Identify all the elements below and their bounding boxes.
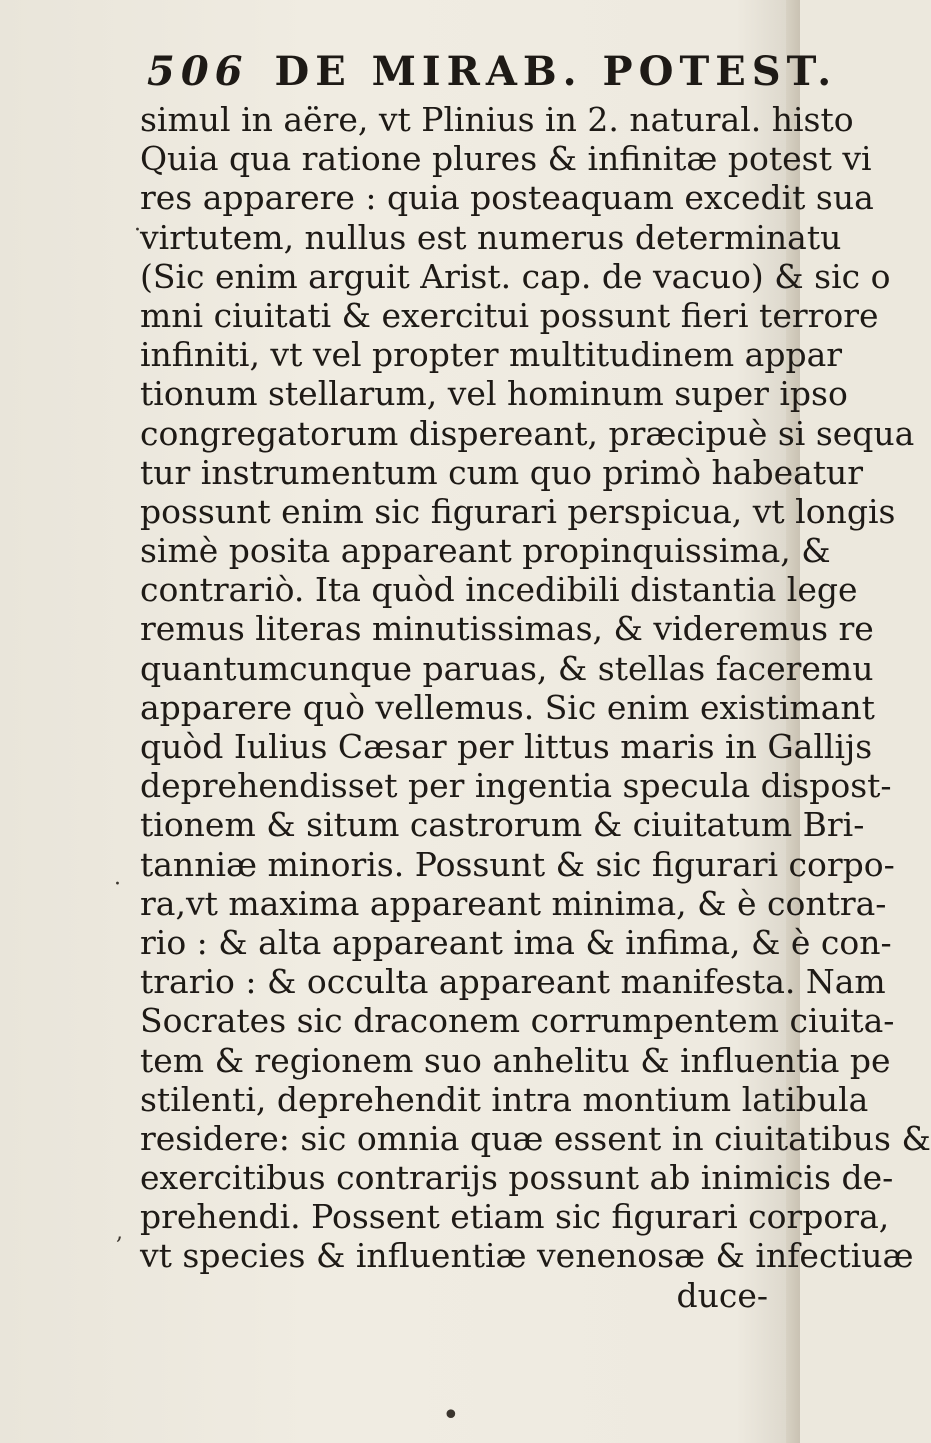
text-line: stilenti, deprehendit intra montium latibula [140,1079,869,1119]
text-line: tionem & situm castrorum & ciuitatum Bri- [140,805,865,845]
text-line: virtutem, nullus est numerus determinatu [140,217,842,257]
page-number: 506 [147,48,249,95]
text-line: remus literas minutissimas, & videremus re [140,609,874,649]
text-line: simul in aëre, vt Plinius in 2. natural. histo [140,100,854,139]
catchword: duce- [676,1275,768,1315]
ink-mark: · [114,872,121,897]
text-line: tem & regionem suo anhelitu & influentia pe [140,1040,891,1080]
text-line: Socrates sic draconem corrumpentem ciuita- [140,1001,895,1041]
text-line: (Sic enim arguit Arist. cap. de vacuo) & sic o [140,256,891,296]
text-line: possunt enim sic figurari perspicua, vt longis [140,491,896,531]
text-line: residere: sic omnia quæ essent in ciuitatibus & [140,1118,931,1158]
text-line: tionum stellarum, vel hominum super ipso [140,374,848,414]
running-head [147,48,837,95]
text-line: prehendi. Possent etiam sic figurari corpora, [140,1197,890,1237]
text-line: rio : & alta appareant ima & infima, & è con- [140,922,892,962]
text-line: quantumcunque paruas, & stellas faceremu [140,648,874,688]
text-line: apparere quò vellemus. Sic enim existimant [140,687,875,727]
ink-mark: · [134,218,141,243]
text-line: trario : & occulta appareant manifesta. Nam [140,962,886,1002]
text-line: vt species & influentiæ venenosæ & infectiuæ [140,1236,914,1276]
text-line: simè posita appareant propinquissima, & [140,531,831,571]
body-text [140,100,931,1315]
text-line: ra,vt maxima appareant minima, & è contra- [140,883,887,923]
text-line: deprehendisset per ingentia specula dispost- [140,766,892,806]
ink-dot: • [442,1398,460,1433]
text-line: quòd Iulius Cæsar per littus maris in Gallijs [140,727,873,766]
text-line: exercitibus contrarijs possunt ab inimicis de- [140,1158,894,1198]
text-line: congregatorum dispereant, præcipuè si sequa [140,413,915,453]
text-line: res apparere : quia posteaquam excedit sua [140,178,874,218]
text-line: Quia qua ratione plures & infinitæ potest vi [140,139,872,179]
text-line: tanniæ minoris. Possunt & sic figurari corpo- [140,844,895,884]
running-title: DE MIRAB. POTEST. [274,48,838,95]
text-line: tur instrumentum cum quo primò habeatur [140,452,864,492]
text-line: contrariò. Ita quòd incedibili distantia lege [140,570,858,610]
text-line: infiniti, vt vel propter multitudinem appar [140,335,843,375]
ink-mark: , [116,1220,123,1245]
text-line: mni ciuitati & exercitui possunt fieri terrore [140,295,879,335]
